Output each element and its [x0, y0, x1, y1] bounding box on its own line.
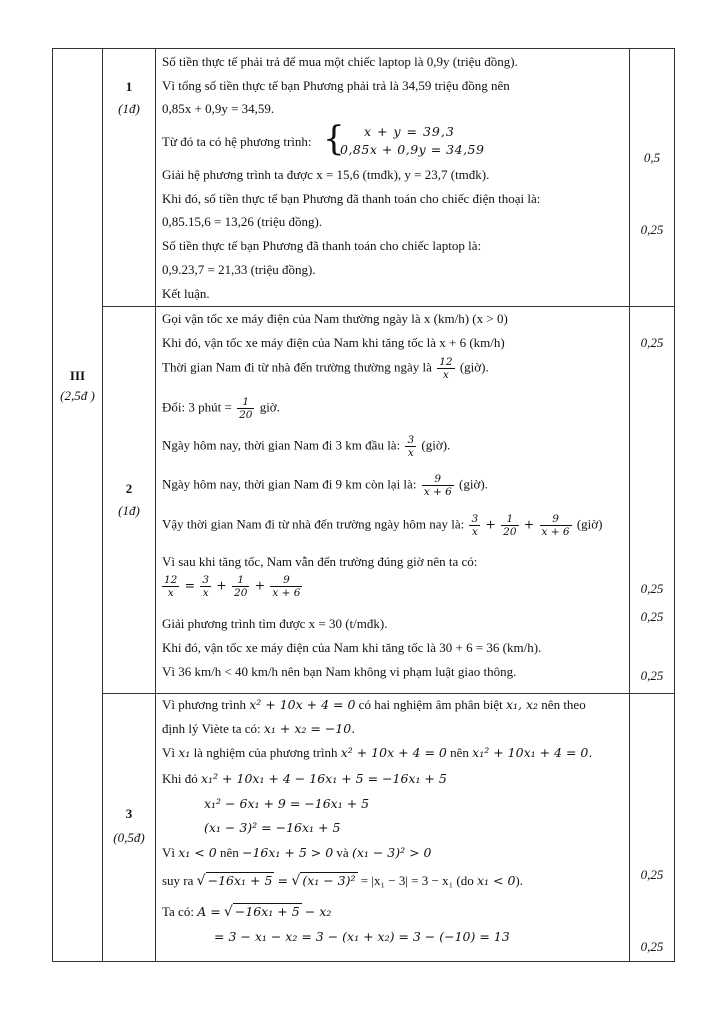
q2-line-10: Giải phương trình tìm được x = 30 (t/mđk).: [162, 616, 388, 631]
table-border-bottom: [52, 961, 675, 962]
system-eq-1: x + y = 39,3: [364, 124, 455, 139]
q1-line-9: 0,9.23,7 = 21,33 (triệu đồng).: [162, 262, 316, 277]
q2-line-4: Đổi: 3 phút = $\frac{1}{20}$ giờ.: [162, 396, 280, 421]
q3-number: 3: [125, 806, 133, 821]
q1-line-4: Từ đó ta có hệ phương trình:: [162, 134, 312, 149]
q2-line-8: Vì sau khi tăng tốc, Nam vẫn đến trường đúng giờ nên ta có:: [162, 554, 478, 569]
q1-line-1: Số tiền thực tế phải trả để mua một chiếc laptop là 0,9y (triệu đồng).: [162, 54, 518, 69]
q1-line-3: 0,85x + 0,9y = 34,59.: [162, 101, 275, 116]
row-divider-1: [102, 306, 675, 307]
q3-line-4: Khi đó x₁² + 10x₁ + 4 − 16x₁ + 5 = −16x₁ + 5: [162, 771, 447, 786]
q2-equation: $\frac{12}{x}$ = $\frac{3}{x}$ + $\frac{1}{20}$ + $\frac{9}{x + 6}$: [164, 574, 301, 599]
q1-line-5: Giải hệ phương trình ta được x = 15,6 (tmđk), y = 23,7 (tmđk).: [162, 167, 490, 182]
fraction-9-over-x6: $\frac{9}{x + 6}$: [423, 473, 452, 498]
row-divider-2: [102, 693, 675, 694]
q3-line-9: Ta có: A = √ −16x₁ + 5 − x₂: [162, 904, 332, 920]
q3-line-3: Vì x₁ là nghiệm của phương trình x² + 10x + 4 = 0 nên x₁² + 10x₁ + 4 = 0.: [162, 745, 593, 760]
q1-score-1: 0,5: [643, 150, 661, 165]
q3-line-1: Vì phương trình x² + 10x + 4 = 0 có hai nghiệm âm phân biệt x₁, x₂ nên theo: [162, 697, 586, 712]
fraction-3-over-x: $\frac{3}{x}$: [407, 434, 415, 459]
system-eq-2: 0,85x + 0,9y = 34,59: [340, 142, 485, 157]
q2-line-11: Khi đó, vận tốc xe máy điện của Nam khi tăng tốc là 30 + 6 = 36 (km/h).: [162, 640, 542, 655]
q3-score-1: 0,25: [640, 867, 664, 882]
system-brace: {: [323, 119, 345, 159]
q1-line-6: Khi đó, số tiền thực tế bạn Phương đã thanh toán cho chiếc điện thoại là:: [162, 191, 541, 206]
column-divider-2: [155, 48, 156, 962]
fraction-12-over-x: $\frac{12}{x}$: [439, 356, 453, 381]
q1-line-10: Kết luận.: [162, 286, 210, 301]
fraction-1-over-20: $\frac{1}{20}$: [239, 396, 253, 421]
q2-score-2: 0,25: [640, 581, 664, 596]
q3-points: (0,5đ): [113, 830, 145, 845]
q3-line-7: Vì x₁ < 0 nên −16x₁ + 5 > 0 và (x₁ − 3)² > 0: [162, 845, 432, 860]
column-divider-3: [629, 48, 630, 962]
q3-line-10: = 3 − x₁ − x₂ = 3 − (x₁ + x₂) = 3 − (−10) = 13: [214, 929, 510, 944]
section-points: (2,5đ ): [60, 388, 95, 403]
q2-points: (1đ): [118, 503, 140, 518]
q2-score-3: 0,25: [640, 609, 664, 624]
table-border-left: [52, 48, 53, 962]
q2-line-2: Khi đó, vận tốc xe máy điện của Nam khi tăng tốc là x + 6 (km/h): [162, 335, 505, 350]
q2-score-4: 0,25: [640, 668, 664, 683]
q1-points: (1đ): [118, 101, 140, 116]
table-border-top: [52, 48, 675, 49]
q1-line-7: 0,85.15,6 = 13,26 (triệu đồng).: [162, 214, 323, 229]
q2-line-3: Thời gian Nam đi từ nhà đến trường thường ngày là $\frac{12}{x}$ (giờ).: [162, 356, 489, 381]
q3-line-8: suy ra √ −16x₁ + 5 = √ (x₁ − 3)² = |x₁ − 3| = 3 − x₁ (do x₁ < 0).: [162, 873, 523, 889]
q2-number: 2: [125, 481, 133, 496]
q2-line-6: Ngày hôm nay, thời gian Nam đi 9 km còn lại là: $\frac{9}{x + 6}$ (giờ).: [162, 473, 488, 498]
q1-score-2: 0,25: [640, 222, 664, 237]
q2-line-12: Vì 36 km/h < 40 km/h nên bạn Nam không vi phạm luật giao thông.: [162, 664, 517, 679]
q2-line-7: Vậy thời gian Nam đi từ nhà đến trường ngày hôm nay là: $\frac{3}{x}$ + $\frac{1}{20}$ + $\frac{9}{x + 6}$ (giờ): [162, 513, 603, 538]
q2-score-1: 0,25: [640, 335, 664, 350]
q1-line-8: Số tiền thực tế bạn Phương đã thanh toán cho chiếc laptop là:: [162, 238, 482, 253]
q2-line-1: Gọi vận tốc xe máy điện của Nam thường ngày là x (km/h) (x > 0): [162, 311, 508, 326]
q3-line-6: (x₁ − 3)² = −16x₁ + 5: [204, 820, 341, 835]
q3-line-5: x₁² − 6x₁ + 9 = −16x₁ + 5: [204, 796, 370, 811]
q1-line-2: Vì tổng số tiền thực tế bạn Phương phải trả là 34,59 triệu đồng nên: [162, 78, 510, 93]
q2-line-5: Ngày hôm nay, thời gian Nam đi 3 km đầu là: $\frac{3}{x}$ (giờ).: [162, 434, 451, 459]
table-border-right: [674, 48, 675, 962]
q3-score-2: 0,25: [640, 939, 664, 954]
q3-line-2: định lý Viète ta có: x₁ + x₂ = −10.: [162, 721, 356, 736]
q1-number: 1: [125, 79, 133, 94]
section-label: III: [69, 368, 86, 383]
